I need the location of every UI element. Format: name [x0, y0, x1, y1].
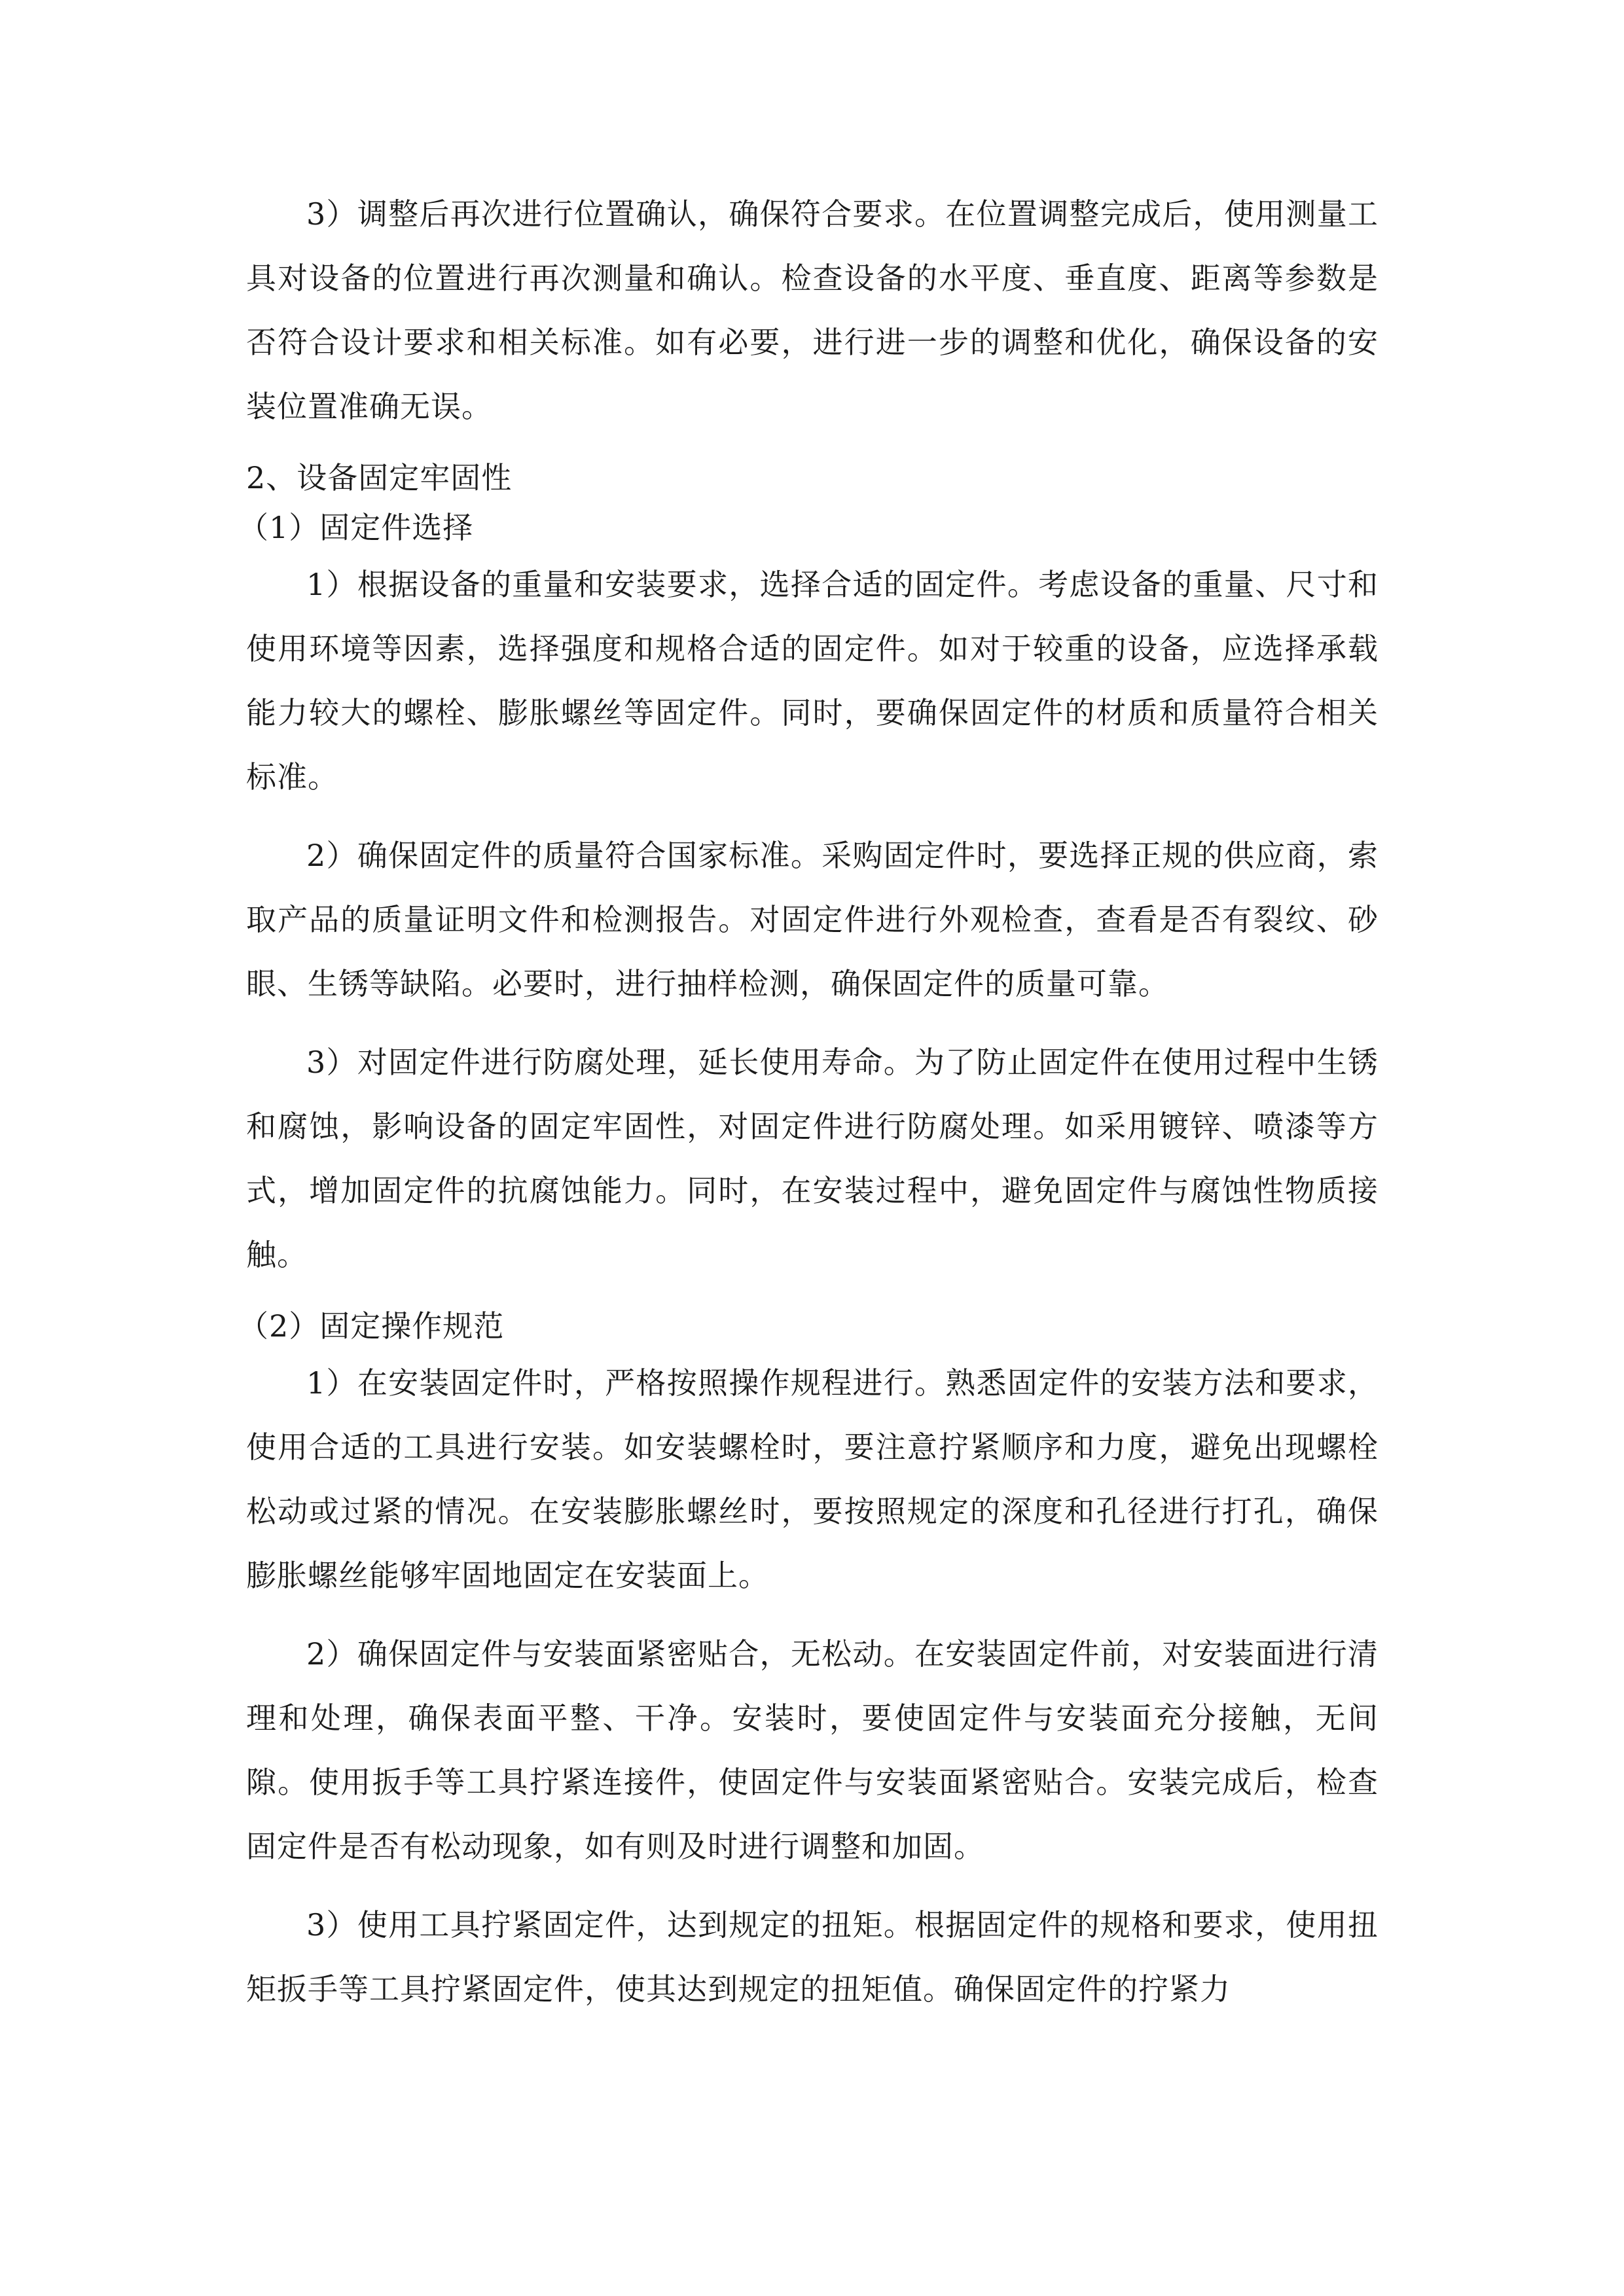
subheading-fastener-selection: （1）固定件选择 [238, 510, 474, 545]
section-heading-fixing-firmness: 2、设备固定牢固性 [246, 460, 513, 495]
paragraph-fixing-operation-1: 1）在安装固定件时，严格按照操作规程进行。熟悉固定件的安装方法和要求，使用合适的工具进行安装。如安装螺栓时，要注意拧紧顺序和力度，避免出现螺栓松动或过紧的情况。在安装膨胀螺丝时，要按照规定的深度和孔径进行打孔，确保膨胀螺丝能够牢固地固定在安装面上。 [246, 1365, 1379, 1593]
document-body [238, 182, 1379, 2036]
paragraph-position-confirmation: 3）调整后再次进行位置确认，确保符合要求。在位置调整完成后，使用测量工具对设备的位置进行再次测量和确认。检查设备的水平度、垂直度、距离等参数是否符合设计要求和相关标准。如有必要，进行进一步的调整和优化，确保设备的安装位置准确无误。 [246, 196, 1379, 424]
paragraph-fastener-selection-2: 2）确保固定件的质量符合国家标准。采购固定件时，要选择正规的供应商，索取产品的质量证明文件和检测报告。对固定件进行外观检查，查看是否有裂纹、砂眼、生锈等缺陷。必要时，进行抽样检测，确保固定件的质量可靠。 [246, 838, 1379, 1001]
paragraph-fixing-operation-3: 3）使用工具拧紧固定件，达到规定的扭矩。根据固定件的规格和要求，使用扭矩扳手等工具拧紧固定件，使其达到规定的扭矩值。确保固定件的拧紧力 [246, 1907, 1379, 2007]
paragraph-fixing-operation-2: 2）确保固定件与安装面紧密贴合，无松动。在安装固定件前，对安装面进行清理和处理，确保表面平整、干净。安装时，要使固定件与安装面充分接触，无间隙。使用扳手等工具拧紧连接件，使固定件与安装面紧密贴合。安装完成后，检查固定件是否有松动现象，如有则及时进行调整和加固。 [246, 1636, 1379, 1864]
subheading-fixing-operation: （2）固定操作规范 [238, 1308, 505, 1344]
paragraph-fastener-selection-1: 1）根据设备的重量和安装要求，选择合适的固定件。考虑设备的重量、尺寸和使用环境等因素，选择强度和规格合适的固定件。如对于较重的设备，应选择承载能力较大的螺栓、膨胀螺丝等固定件。同时，要确保固定件的材质和质量符合相关标准。 [246, 567, 1379, 795]
paragraph-fastener-selection-3: 3）对固定件进行防腐处理，延长使用寿命。为了防止固定件在使用过程中生锈和腐蚀，影响设备的固定牢固性，对固定件进行防腐处理。如采用镀锌、喷漆等方式，增加固定件的抗腐蚀能力。同时，在安装过程中，避免固定件与腐蚀性物质接触。 [246, 1045, 1379, 1272]
